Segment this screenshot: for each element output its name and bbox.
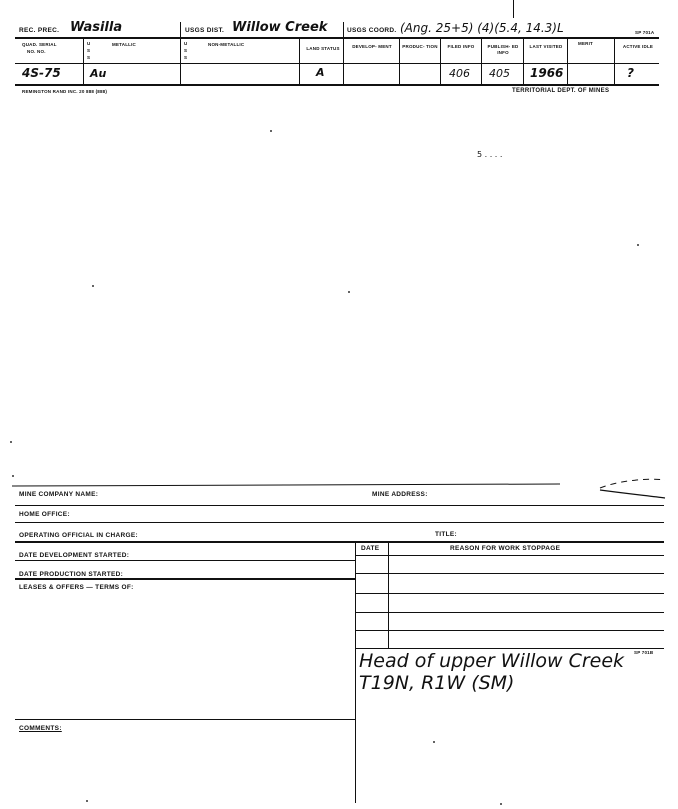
divider [523, 38, 524, 84]
row-active-value[interactable]: ? [627, 66, 634, 80]
col-merit: MERIT [578, 41, 593, 46]
row-quad-value[interactable]: 4S-75 [22, 66, 61, 80]
home-office-label: HOME OFFICE: [19, 511, 70, 518]
form-number-bottom: SP 701B [634, 650, 654, 655]
col-development: DEVELOP- MENT [352, 44, 392, 49]
divider [83, 38, 84, 84]
col-published-info: PUBLISH- ED INFO [487, 44, 519, 55]
form-number-top: SP 701A [635, 30, 655, 35]
rule [15, 578, 355, 580]
col-non-metallic: NON-METALLIC [208, 42, 245, 47]
rule [15, 63, 659, 64]
footer-left: REMINGTON RAND INC. 20 888 (888) [22, 89, 108, 94]
leases-label: LEASES & OFFERS — TERMS OF: [19, 584, 134, 591]
date-prod-label: DATE PRODUCTION STARTED: [19, 571, 124, 578]
scan-speck [500, 803, 502, 805]
rule [15, 560, 355, 561]
rule [15, 84, 659, 86]
scan-speck [10, 441, 12, 443]
col-production: PRODUC- TION [402, 44, 438, 49]
usgs-dist-value[interactable]: Willow Creek [232, 20, 328, 35]
col-s2: S [87, 55, 91, 60]
col-metallic: METALLIC [112, 42, 137, 47]
rule [355, 630, 664, 631]
date-column-header: DATE [361, 545, 380, 552]
rule [15, 719, 355, 720]
divider [399, 38, 400, 84]
col-quad-serial: QUAD. SERIAL [22, 42, 57, 47]
rule [15, 505, 664, 506]
rule [355, 648, 664, 649]
row-last-visited-value[interactable]: 1966 [530, 66, 564, 80]
divider [180, 22, 181, 84]
row-filed-value[interactable]: 406 [449, 67, 470, 80]
location-note-line2[interactable]: T19N, R1W (SM) [359, 672, 515, 694]
mine-company-label: MINE COMPANY NAME: [19, 491, 99, 498]
divider [481, 38, 482, 84]
scan-speck [270, 130, 272, 132]
mine-address-label: MINE ADDRESS: [372, 491, 428, 498]
col-u: U [87, 41, 91, 46]
scan-speck [86, 800, 88, 802]
rec-prec-value[interactable]: Wasilla [70, 20, 123, 35]
usgs-coord-label: USGS COORD. [347, 27, 397, 34]
col-land-status: LAND STATUS [306, 46, 340, 51]
scan-speck [348, 291, 350, 293]
comments-label: COMMENTS: [19, 725, 62, 732]
scan-marks: 5 . . . . [477, 150, 503, 159]
scan-speck [92, 285, 94, 287]
footer-right: TERRITORIAL DEPT. OF MINES [512, 88, 610, 94]
top-tick [513, 0, 514, 18]
date-dev-label: DATE DEVELOPMENT STARTED: [19, 552, 130, 559]
col-last-visited: LAST VISITED [529, 44, 563, 49]
reason-column-header: REASON FOR WORK STOPPAGE [450, 545, 561, 552]
rule [355, 573, 664, 574]
row-published-value[interactable]: 405 [489, 67, 510, 80]
rule [355, 555, 664, 556]
rule [15, 37, 659, 39]
operating-official-label: OPERATING OFFICIAL IN CHARGE: [19, 532, 138, 539]
scan-speck [433, 741, 435, 743]
rule [15, 522, 664, 523]
row-land-value[interactable]: A [316, 66, 325, 79]
col-no-no: NO. NO. [27, 49, 46, 54]
scan-speck [637, 244, 639, 246]
divider [614, 38, 615, 84]
divider [440, 38, 441, 84]
row-metallic-value[interactable]: Au [90, 67, 107, 80]
rule [355, 593, 664, 594]
divider [299, 38, 300, 84]
col-u-nm: U [184, 41, 188, 46]
card-edge [0, 474, 678, 504]
divider [343, 22, 344, 84]
divider [567, 38, 568, 84]
rule [15, 541, 664, 543]
usgs-coord-value[interactable]: (Ang. 25+5) (4)(5.4, 14.3)L [400, 21, 564, 35]
col-s: S [87, 48, 91, 53]
location-note-line1[interactable]: Head of upper Willow Creek [359, 650, 625, 672]
rec-prec-label: REC. PREC. [19, 27, 60, 34]
col-s2-nm: S [184, 55, 188, 60]
rule [355, 612, 664, 613]
usgs-dist-label: USGS DIST. [185, 27, 225, 34]
col-s-nm: S [184, 48, 188, 53]
col-active-idle: ACTIVE IDLE [622, 44, 654, 49]
divider [355, 541, 356, 803]
col-filed-info: FILED INFO [447, 44, 475, 49]
divider [388, 541, 389, 649]
title-label: TITLE: [435, 531, 458, 538]
